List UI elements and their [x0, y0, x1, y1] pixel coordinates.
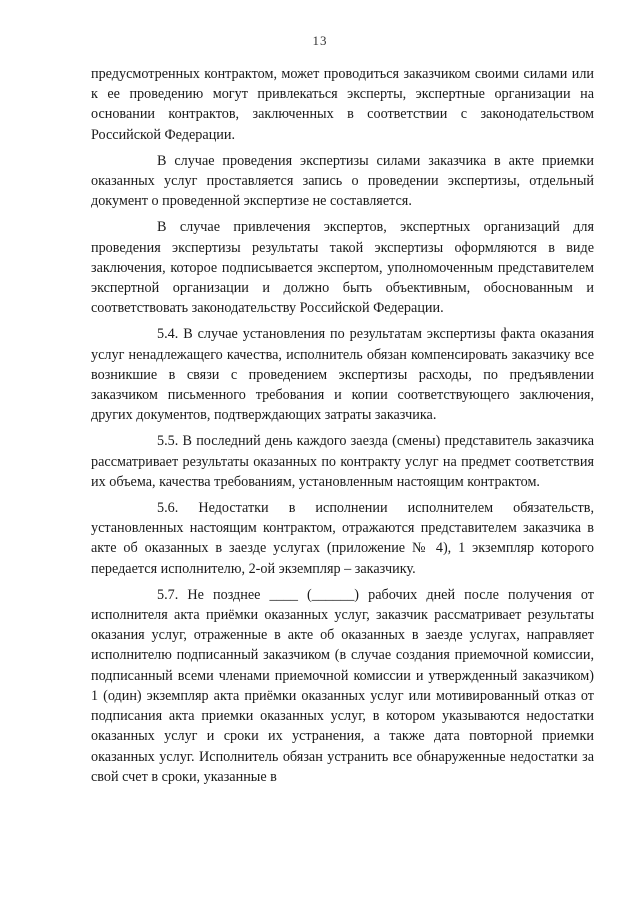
document-body: [91, 64, 594, 793]
paragraph-continuation: предусмотренных контрактом, может проводиться заказчиком своими силами или к ее проведению могут привлекаться эксперты, экспертные организации на основании контрактов, заключенных в соответствии с законодательством Российской Федерации.: [91, 66, 594, 143]
clause-5-6: 5.6. Недостатки в исполнении исполнителем обязательств, установленных настоящим контрактом, отражаются представителем заказчика в акте об оказанных в заезде услугах (приложение № 4), 1 экземпляр которого передается исполнителю, 2-ой экземпляр – заказчику.: [91, 500, 594, 577]
page-number: 13: [312, 33, 328, 48]
paragraph-expertise-by-customer: В случае проведения экспертизы силами заказчика в акте приемки оказанных услуг проставляется запись о проведении экспертизы, отдельный документ о проведенной экспертизе не составляется.: [91, 152, 594, 210]
clause-5-5: 5.5. В последний день каждого заезда (смены) представитель заказчика рассматривает результаты оказанных по контракту услуг на предмет соответствия их объема, качества требованиям, установленным настоящим контрактом.: [91, 433, 594, 490]
paragraph-expertise-by-experts: В случае привлечения экспертов, экспертных организаций для проведения экспертизы результаты такой экспертизы оформляются в виде заключения, которое подписывается экспертом, уполномоченным представителем экспертной организации и должно быть объективным, обоснованным и соответствовать законодательству Российской Федерации.: [91, 219, 594, 317]
clause-5-7: 5.7. Не позднее ____ (______) рабочих дней после получения от исполнителя акта приёмки оказанных услуг, заказчик рассматривает результаты оказания услуг, отраженные в акте об оказанных в заезде услугах, направляет исполнителю подписанный заказчиком (в случае создания приемочной комиссии, подписанный всеми членами приемочной комиссии и утвержденный заказчиком) 1 (один) экземпляр акта приёмки оказанных услуг или мотивированный отказ от подписания акта приемки оказанных услуг, в котором указываются недостатки оказанных услуг и сроки их устранения, а также дата повторной приемки оказанных услуг. Исполнитель обязан устранить все обнаруженные недостатки за свой счет в сроки, указанные в: [91, 586, 594, 785]
clause-5-4: 5.4. В случае установления по результатам экспертизы факта оказания услуг ненадлежащего качества, исполнитель обязан компенсировать заказчику все возникшие в связи с проведением экспертизы расходы, по предъявлении заказчиком письменного требования и копии соответствующего заключения, других документов, подтверждающих затраты заказчика.: [91, 326, 594, 424]
